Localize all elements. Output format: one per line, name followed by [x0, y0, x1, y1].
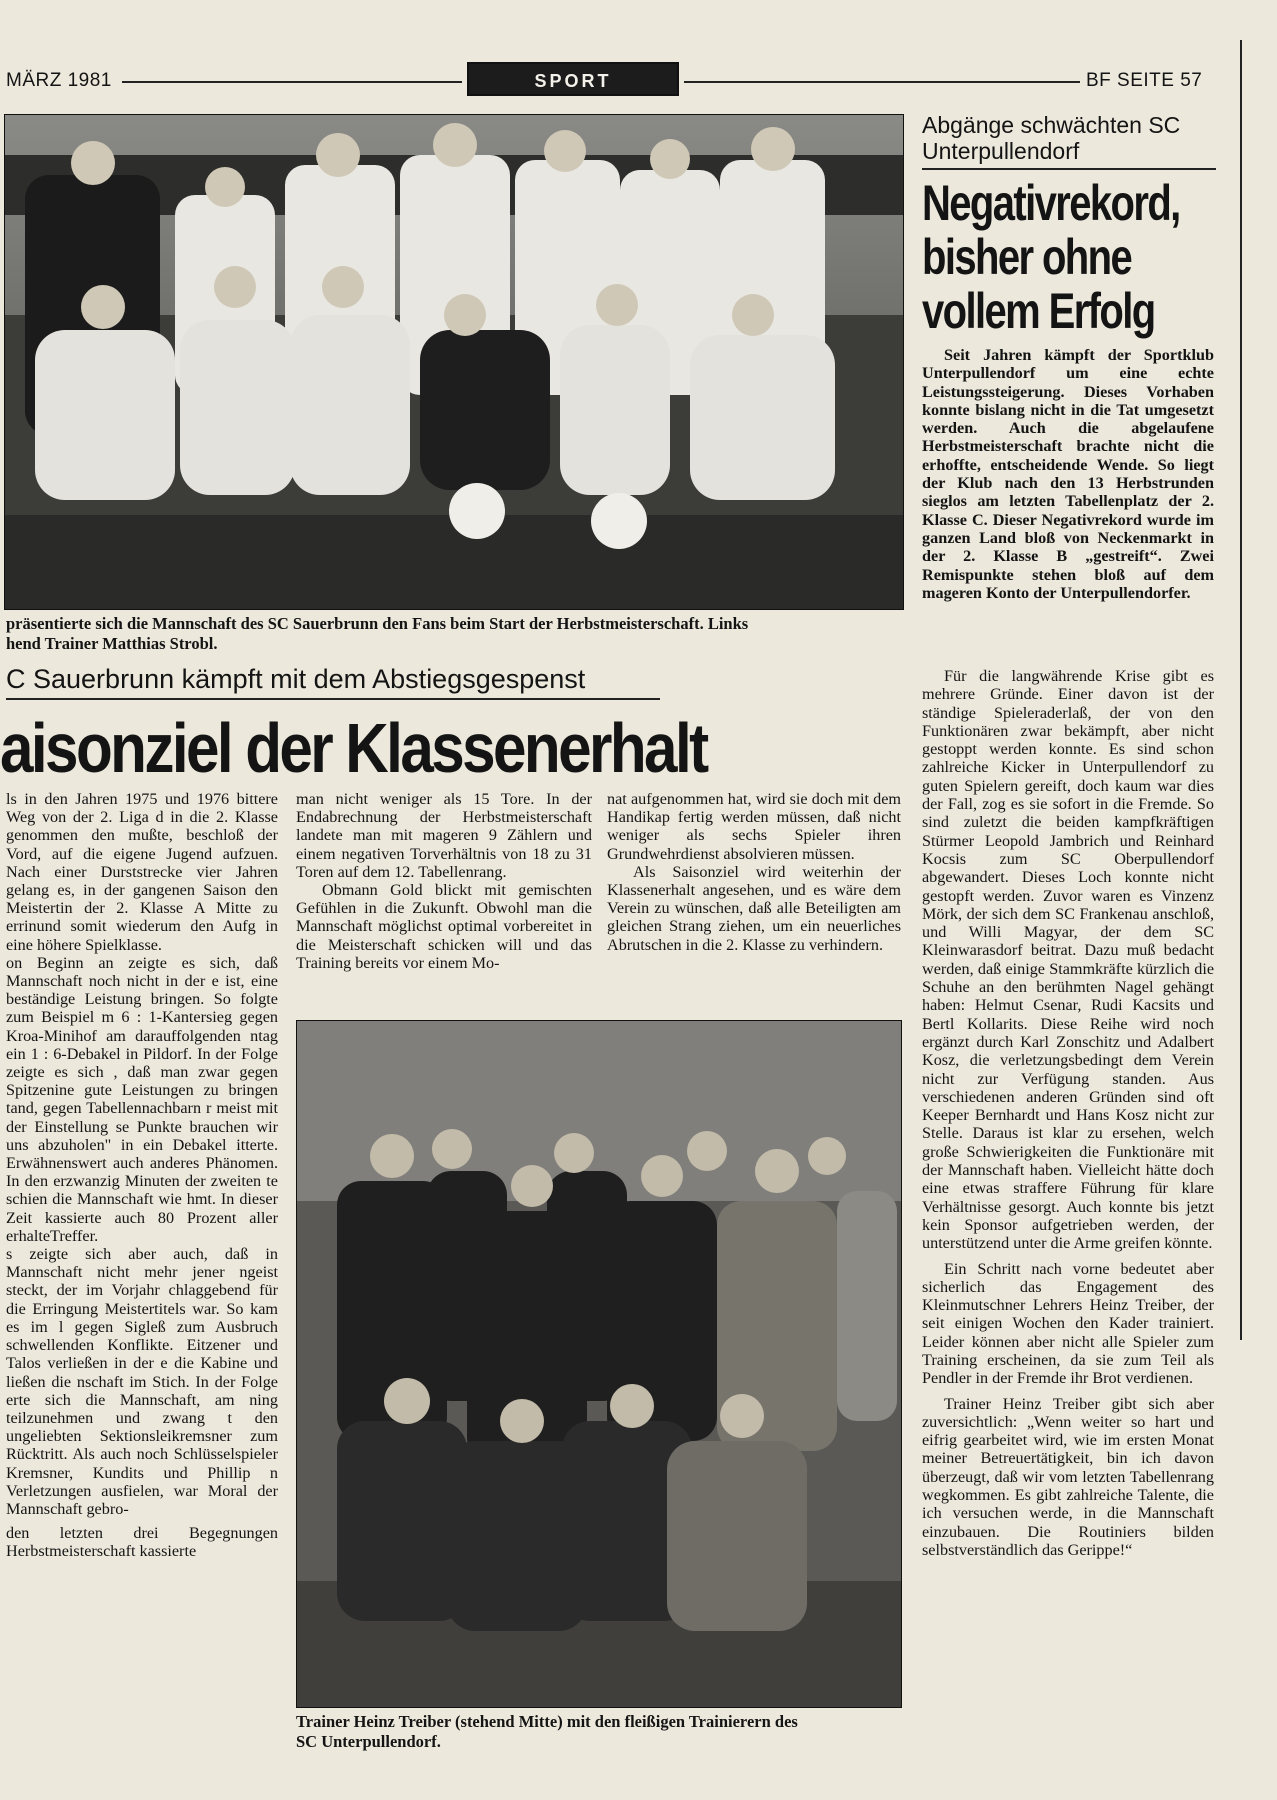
col2-paragraph: Obmann Gold blickt mit gemischten Gefühlen in die Zukunft. Obwohl man die Mannschaft möglichst optimal vorbereitet in die Meisterschaft schicken will und das Training bereits vor einem Mo- — [296, 881, 592, 972]
left-article-column-2 — [296, 790, 592, 972]
right-article-lead — [922, 346, 1214, 602]
right-article-body — [922, 667, 1214, 1559]
top-photo-caption — [6, 614, 906, 654]
right-body-paragraph: Trainer Heinz Treiber gibt sich aber zuversichtlich: „Wenn weiter so hart und eifrig gearbeitet wird, wie im ersten Monat meiner Betreuertätigkeit, bin ich davon überzeugt, daß wir vom letzten Tabellenrang wegkommen. Es gibt zahlreiche Talente, die ich versuchen werde, in die Mannschaft einzubauen. Die Routiniers bilden selbstverständlich das Gerippe!“ — [922, 1394, 1214, 1559]
col1-paragraph: on Beginn an zeigte es sich, daß Mannschaft noch nicht in der e ist, eine beständige Leistung bringen. So folgte zum Beispiel m 6 : 1-Kantersieg gegen Kroa-Minihof am darauffolgenden ntag ein 1 : 6-Debakel in Pildorf. In der Folge zeigte es sich , daß man zwar gegen Spitzenine gute Leistungen zu bringen tand, gegen Tabellennachbarn r meist mit der Einstellung se Punkte brauchen wir uns abzuholen" in ein Debakel itterte. Erwähnenswert auch anderes Phänomen. In den erzwanzig Minuten der zweiten te schien die Mannschaft wie hmt. In dieser Zeit kassierte auch 80 Prozent aller erhalteTreffer. — [6, 953, 278, 1245]
kicker-rule — [6, 698, 660, 700]
team-photo-unterpullendorf — [296, 1020, 902, 1708]
top-photo-caption-line1: präsentierte sich die Mannschaft des SC Sauerbrunn den Fans beim Start der Herbstmeisterschaft. Links — [6, 614, 749, 633]
page-number: BF SEITE 57 — [1086, 70, 1203, 91]
col1-paragraph: den letzten drei Begegnungen Herbstmeisterschaft kassierte — [6, 1524, 278, 1561]
right-body-paragraph: Für die langwährende Krise gibt es mehrere Gründe. Einer davon ist der ständige Spieleraderlaß, der von den Funktionären zwar bekämpft, aber nicht gestoppt werden konnte. Es sind schon zahlreiche Kicker in Unterpullendorf zu guten Spielern gereift, doch kaum war dies der Fall, zog es sie sofort in die Fremde. So sind zuletzt die beiden kampfkräftigen Stürmer Leopold Jambrich und Reinhard Kocsis zum SC Oberpullendorf abgewandert. Dieses Loch konnte nicht gestopft werden. Zuvor waren es Vinzenz Mörk, der sich dem SC Frankenau anschloß, und Willi Magyar, der dem SC Kleinwarasdorf beitrat. Dazu muß bedacht werden, daß einige Stammkräfte kürzlich die Schuhe an den berühmten Nagel gehängt haben: Helmut Csenar, Rudi Kacsits und Bertl Kollarits. Diese Reihe wird noch ergänzt durch Karl Zonschitz und Adalbert Kosz, die verletzungsbedingt dem Verein nicht zur Verfügung standen. Aus verschiedenen anderen Gründen sind oft Keeper Bernhardt und Hans Kosz nicht zur Stelle. Daraus ist klar zu ersehen, welch große Schwierigkeiten die Funktionäre mit der Mannschaft haben. Vielleicht hätte doch eine etwas straffere Führung für klare Verhältnisse gesorgt. Auch konnte bis jetzt kein Sponsor aufgetrieben werden, der unterstützend unter die Arme greifen könnte. — [922, 667, 1214, 1253]
left-article-headline: aisonziel der Klassenerhalt — [0, 709, 707, 787]
header-rule-left — [122, 81, 462, 83]
col3-paragraph: nat aufgenommen hat, wird sie doch mit dem Handikap fertig werden müssen, daß nicht weniger als sechs Spieler ihren Grundwehrdienst absolvieren müssen. — [607, 790, 901, 863]
bottom-photo-caption — [296, 1712, 906, 1752]
right-article-headline: Negativrekord, bisher ohne vollem Erfolg — [922, 175, 1180, 339]
right-lead-paragraph: Seit Jahren kämpft der Sportklub Unterpullendorf um eine echte Leistungssteigerung. Dieses Vorhaben konnte bislang nicht in die Tat umgesetzt werden. Auch die abgelaufene Herbstmeisterschaft brachte nicht die erhoffte, entscheidende Wende. So liegt der Klub nach den 13 Herbstrunden sieglos am letzten Tabellenplatz der 2. Klasse C. Dieser Negativrekord wurde im ganzen Land bloß von Neckenmarkt in der 2. Klasse B „gestreift“. Zwei Remispunkte stehen bloß auf dem mageren Konto der Unterpullendorfer. — [922, 346, 1214, 602]
left-article-kicker: C Sauerbrunn kämpft mit dem Abstiegsgespenst — [6, 664, 586, 694]
left-article-column-1 — [6, 790, 278, 1561]
bottom-photo-caption-line2: SC Unterpullendorf. — [296, 1732, 441, 1751]
team-photo-unterpullendorf-drawing — [297, 1021, 901, 1707]
left-article-column-3 — [607, 790, 901, 954]
col1-paragraph: s zeigte sich aber auch, daß in Mannschaft nicht mehr jener ngeist steckt, der im Vorjahr chlaggebend für die Erringung Meistertitels war. So kam es im l gegen Sigleß zum Ausbruch schwellenden Konflikte. Eitzener und Talos verließen in der e die Kabine und ließen die nschaft im Stich. In der Folge erte sich die Mannschaft, am ning teilzunehmen und zwang t den ungeliebten Sektionsleikremsner zum Rücktritt. Als auch noch Schlüsselspieler Kremsner, Kundits und Phillip n Verletzungen ausfielen, war Moral der Mannschaft gebro- — [6, 1245, 278, 1518]
section-label: SPORT — [467, 62, 679, 96]
col3-paragraph: Als Saisonziel wird weiterhin der Klassenerhalt angesehen, und es wäre dem Verein zu wünschen, daß alle Beteiligten am gleichen Strang ziehen, um ein neuerliches Abrutschen in die 2. Klasse zu verhindern. — [607, 862, 901, 954]
bottom-photo-caption-line1: Trainer Heinz Treiber (stehend Mitte) mit den fleißigen Trainierern des — [296, 1712, 798, 1731]
header-rule-right — [684, 81, 1080, 83]
col1-paragraph: ls in den Jahren 1975 und 1976 bittere Weg von der 2. Liga d in die 2. Klasse genommen den mußte, beschloß der Vord, auf die eigene Jugend aufzuen. Nach einer Durststrecke vier Jahren gelang es, in der gangenen Saison den Meistertin der 2. Klasse A Mitte zu errinund somit wiederum den Aufg in eine höhere Spielklasse. — [6, 790, 278, 954]
top-photo-caption-line2: hend Trainer Matthias Strobl. — [6, 634, 218, 653]
page-edge-rule — [1240, 40, 1242, 1340]
team-photo-sauerbrunn — [4, 114, 904, 610]
right-article-kicker: Abgänge schwächten SC Unterpullendorf — [922, 112, 1181, 164]
right-body-paragraph: Ein Schritt nach vorne bedeutet aber sicherlich das Engagement des Kleinmutschner Lehrers Heinz Treiber, der seit einigen Wochen den Kader trainiert. Leider können aber nicht alle Spieler zum Training erscheinen, da sie zum Teil als Pendler in der Fremde ihr Brot verdienen. — [922, 1259, 1214, 1388]
right-kicker-rule — [922, 168, 1216, 170]
issue-date: MÄRZ 1981 — [6, 70, 112, 91]
team-photo-sauerbrunn-drawing — [5, 115, 903, 609]
col2-paragraph: man nicht weniger als 15 Tore. In der Endabrechnung der Herbstmeisterschaft landete man mit mageren 9 Zählern und einem negativen Torverhältnis von 18 zu 31 Toren auf dem 12. Tabellenrang. — [296, 790, 592, 881]
